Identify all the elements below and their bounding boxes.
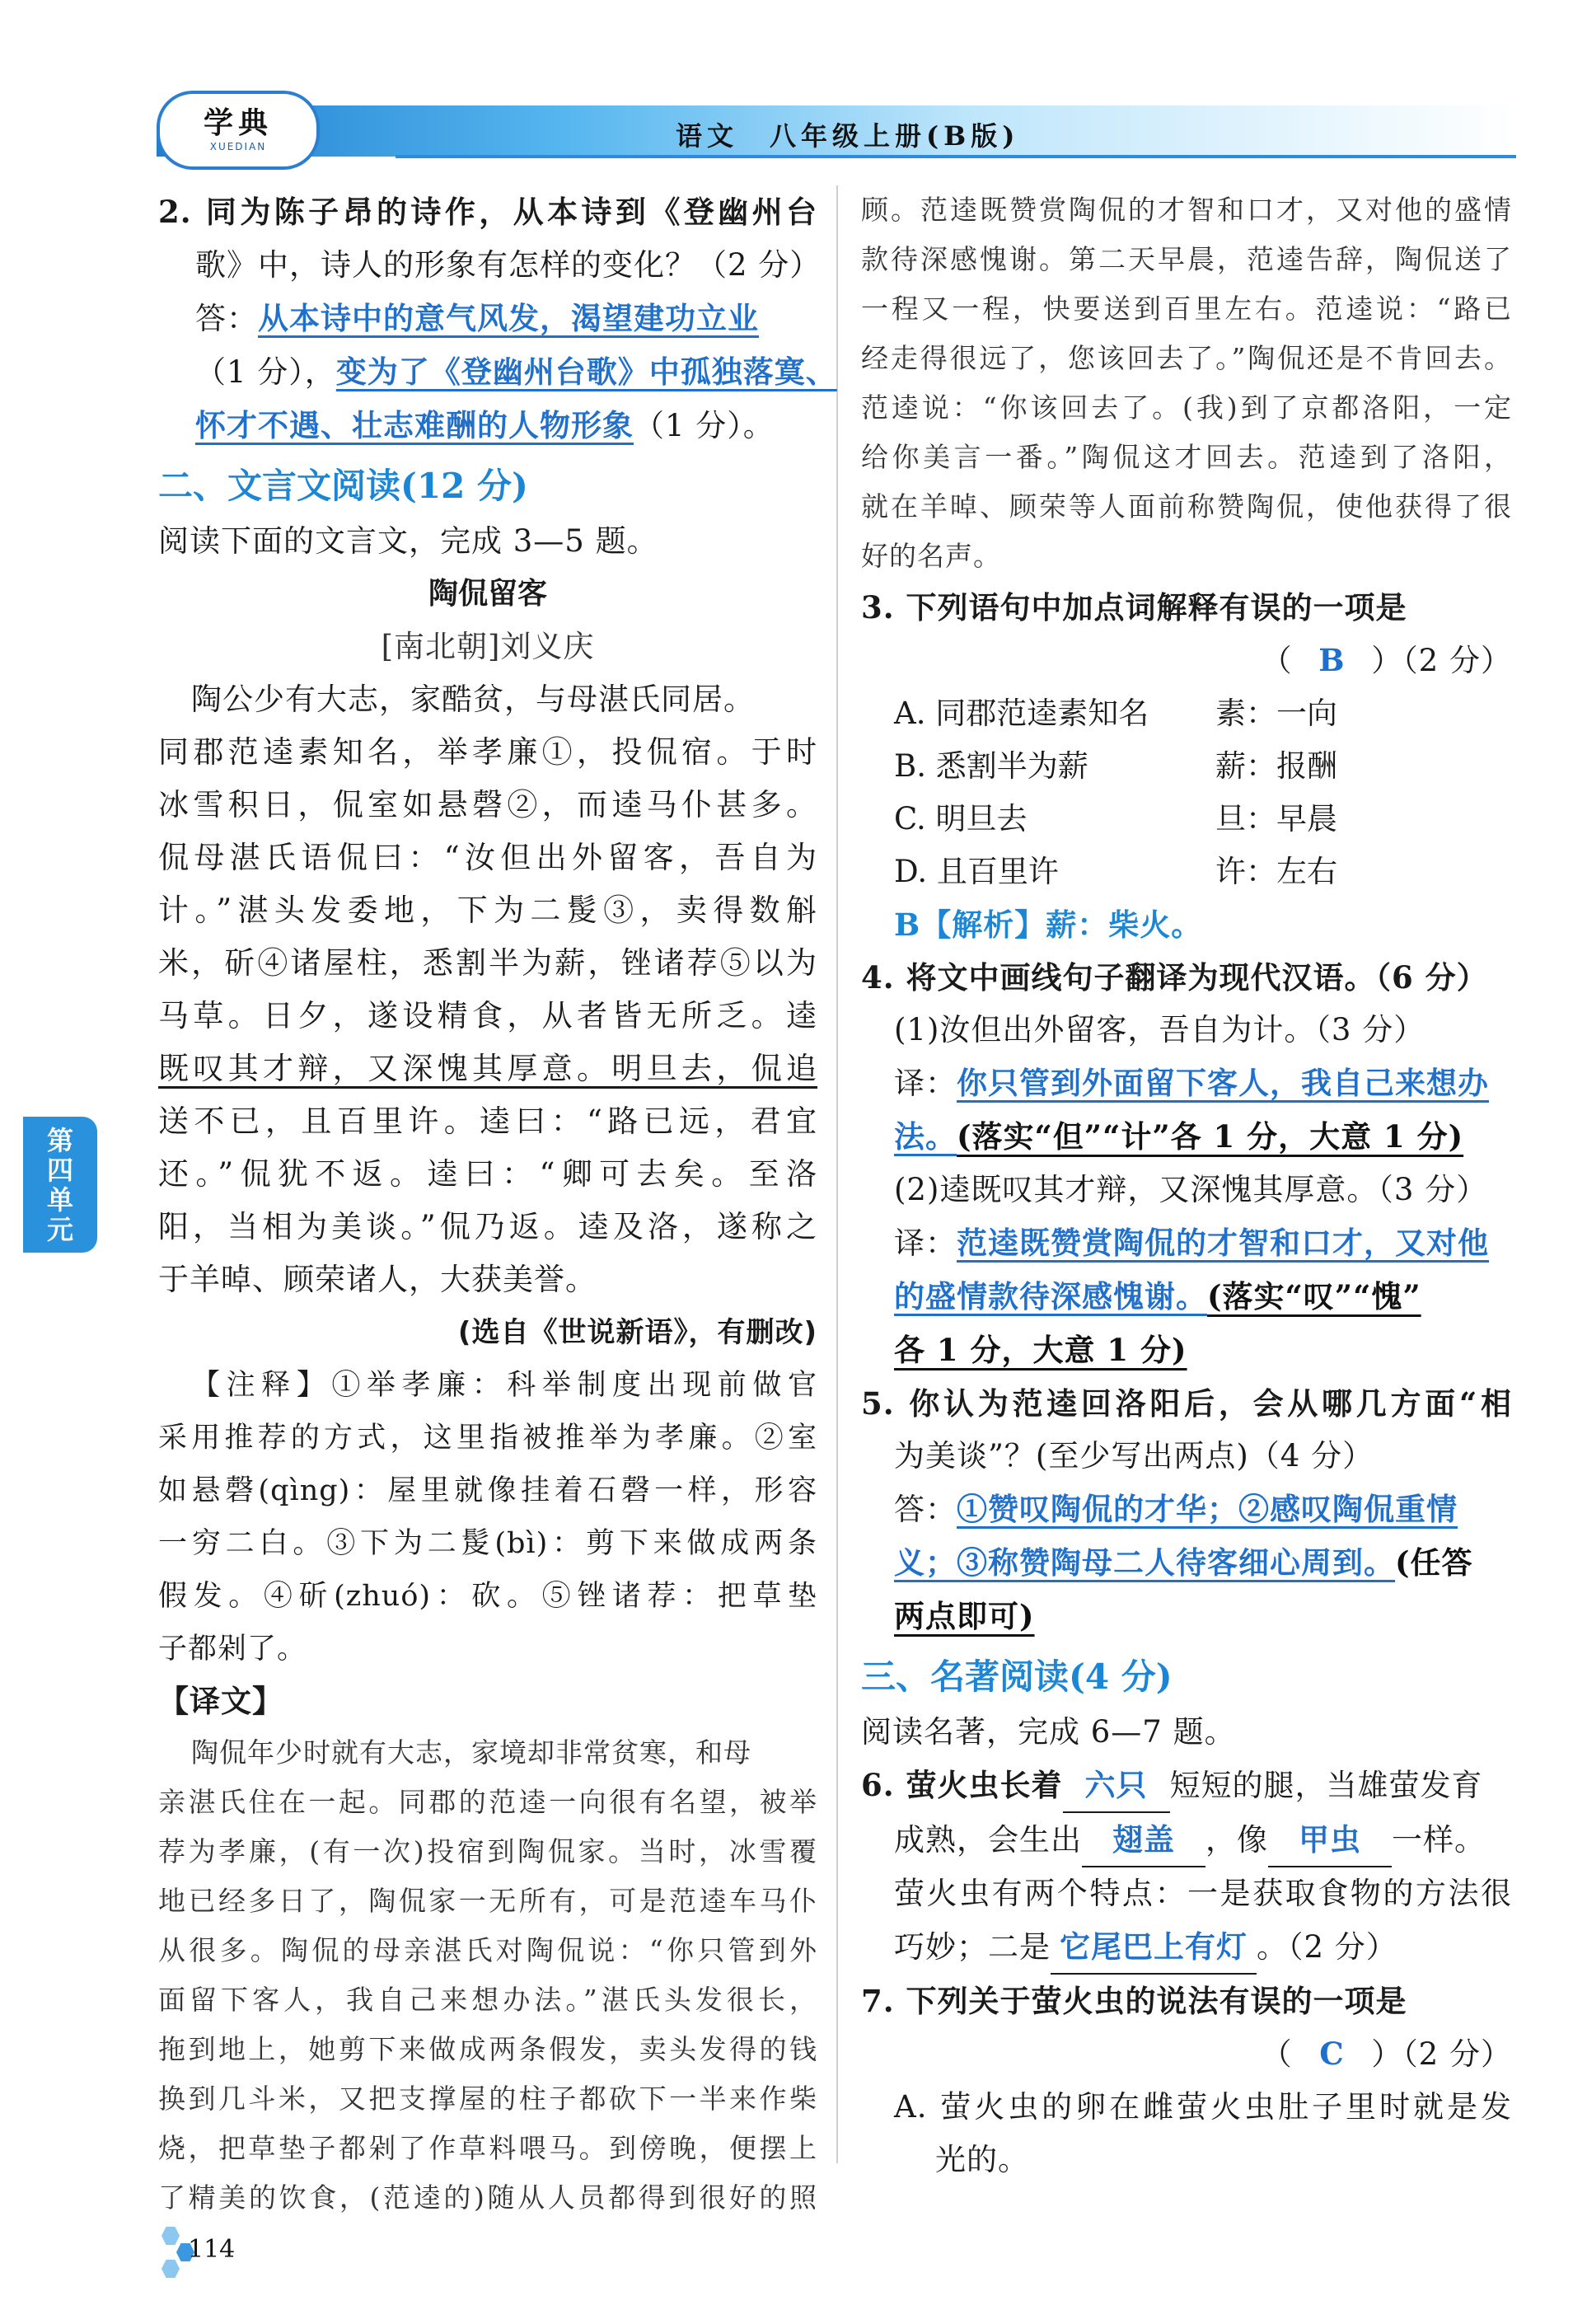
q4-part1-scoring: (落实“但”“计”各 1 分，大意 1 分) — [957, 1118, 1464, 1155]
translation-line: 顾。范逵既赞赏陶侃的才智和口才，又对他的盛情 — [861, 194, 1512, 226]
q2-stem-line2: 歌》中，诗人的形象有怎样的变化？（2 分） — [195, 247, 822, 283]
q3-solution: B【解析】薪：柴火。 — [894, 907, 1203, 943]
section-3-heading: 三、名著阅读(4 分) — [861, 1656, 1173, 1697]
q7-score: （2 分） — [1402, 2036, 1512, 2072]
translation-line: 拖到地上，她剪下来做成两条假发，卖头发得的钱 — [158, 2033, 817, 2065]
translate-label: 译： — [894, 1066, 957, 1101]
q2-score-1: （1 分）， — [195, 354, 336, 390]
passage-author: [南北朝]刘义庆 — [381, 629, 595, 664]
q5-stem-line1: 5. 你认为范逵回洛阳后，会从哪几方面“相 — [861, 1385, 1512, 1422]
q6-line2 — [861, 1813, 1512, 1867]
passage-line: 还。”侃犹不返。逵曰：“卿可去矣。至洛 — [158, 1156, 817, 1192]
q5-scoring-2: 两点即可) — [894, 1598, 1035, 1634]
q3-option-b-text: B. 悉割半为薪 — [894, 748, 1088, 784]
passage-line: 冰雪积日，侃室如悬磬②，而逵马仆甚多。 — [158, 787, 817, 822]
q2-score-2: （1 分）。 — [634, 408, 775, 443]
q3-score: （2 分） — [1402, 643, 1512, 678]
passage-line: 于羊晫、顾荣诸人，大获美誉。 — [158, 1262, 597, 1297]
translation-line: 地已经多日了，陶侃家一无所有，可是范逵车马仆 — [158, 1885, 817, 1917]
q3-option-c — [861, 793, 1512, 846]
header-title: 语文 八年级上册(B版) — [676, 120, 1020, 152]
right-column — [861, 185, 1512, 2186]
q6-blank-1: 六只 — [1063, 1759, 1170, 1813]
q3-option-b — [861, 740, 1512, 793]
unit-side-tab — [23, 1117, 97, 1253]
q2-answer-line1 — [158, 292, 817, 345]
q4-part2-scoring-2: 各 1 分，大意 1 分) — [894, 1332, 1187, 1368]
translation-line: 给你美言一番。”陶侃这才回去。范逵到了洛阳， — [861, 441, 1512, 473]
side-tab-char: 四 — [46, 1154, 73, 1186]
q3-option-d-gloss: 许：左右 — [1215, 854, 1337, 889]
translation-line: 亲湛氏住在一起。同郡的范逵一向很有名望，被举 — [158, 1786, 817, 1818]
q2-answer-line3 — [158, 399, 817, 452]
note-line: 如悬磬(qìng)：屋里就像挂着石磬一样，形容 — [158, 1474, 817, 1507]
passage-line: 阳，当相为美谈。”侃乃返。逵及洛，遂称之 — [158, 1209, 817, 1244]
q7-option-a-line1: A. 萤火虫的卵在雌萤火虫肚子里时就是发 — [894, 2089, 1512, 2125]
passage-line: 马草。日夕，遂设精食，从者皆无所乏。逵 — [158, 998, 817, 1033]
q6-text: 6. 萤火虫长着 — [861, 1767, 1063, 1803]
passage-line: 计。”湛头发委地，下为二髲③，卖得数斛 — [158, 893, 817, 928]
section-3-intro: 阅读名著，完成 6—7 题。 — [861, 1714, 1236, 1750]
q2-answer-line2 — [158, 345, 837, 399]
passage-line: 米，斫④诸屋柱，悉割半为薪，锉诸荐⑤以为 — [158, 945, 817, 981]
section-2-heading: 二、文言文阅读(12 分) — [158, 466, 528, 506]
q2-stem-line1: 2. 同为陈子昂的诗作，从本诗到《登幽州台 — [158, 194, 817, 230]
translation-line: 从很多。陶侃的母亲湛氏对陶侃说：“你只管到外 — [158, 1934, 817, 1966]
q4-part1-answer-2: 法。 — [894, 1118, 957, 1155]
q4-part1-answer-line1 — [861, 1057, 1512, 1110]
q4-part2-answer-line2 — [861, 1270, 1512, 1324]
q4-part1-answer-1: 你只管到外面留下客人，我自己来想办 — [957, 1065, 1489, 1101]
q5-stem-line2: 为美谈”？(至少写出两点)（4 分） — [894, 1438, 1374, 1474]
q6-blank-2: 翅盖 — [1082, 1813, 1205, 1867]
logo-main-text: 学典 — [203, 105, 273, 140]
q6-line1 — [861, 1759, 1512, 1813]
q5-answer-line1 — [861, 1483, 1512, 1536]
q6-blank-4: 它尾巴上有灯 — [1051, 1920, 1257, 1975]
q4-part2-answer-line1 — [861, 1216, 1512, 1270]
passage-line: 送不已，且百里许。逵曰：“路已远，君宜 — [158, 1103, 817, 1139]
q2-answer-text-3: 怀才不遇、壮志难酬的人物形象 — [195, 407, 634, 443]
note-line: 假发。④斫(zhuó)：砍。⑤锉诸荐：把草垫 — [158, 1580, 817, 1613]
translation-line: 了精美的饮食，(范逵的)随从人员都得到很好的照 — [158, 2181, 817, 2214]
translate-label: 译： — [894, 1225, 957, 1261]
q6-line4 — [861, 1920, 1512, 1975]
q6-text: 短短的腿，当雄萤发育 — [1169, 1768, 1483, 1803]
notes-block — [158, 1359, 817, 1675]
q6-line3: 萤火虫有两个特点：一是获取食物的方法很 — [894, 1876, 1512, 1911]
q3-option-d — [861, 846, 1512, 898]
q4-part2-answer-2: 的盛情款待深感愧谢。 — [894, 1278, 1207, 1314]
q3-option-a-text: A. 同郡范逵素知名 — [894, 696, 1149, 731]
translation-block — [158, 1728, 817, 2223]
q4-stem: 4. 将文中画线句子翻译为现代汉语。（6 分） — [861, 959, 1488, 996]
page-number: 114 — [188, 2235, 236, 2264]
answer-label: 答： — [195, 301, 258, 336]
q2-answer-text-2: 变为了《登幽州台歌》中孤独落寞、 — [335, 354, 837, 390]
translation-line: 就在羊晫、顾荣等人面前称赞陶侃，使他获得了很 — [861, 490, 1512, 522]
q7-answer-line — [861, 2027, 1512, 2081]
q6-blank-3: 甲虫 — [1268, 1813, 1392, 1867]
hexagon-decoration — [162, 2260, 180, 2278]
passage-title: 陶侃留客 — [428, 577, 547, 611]
q6-text: 一样。 — [1392, 1822, 1486, 1858]
q5-answer-line2 — [861, 1536, 1512, 1590]
q3-stem: 3. 下列语句中加点词解释有误的一项是 — [861, 589, 1407, 626]
q6-text: 成熟，会生出 — [894, 1822, 1082, 1858]
paren-close: ） — [1371, 2036, 1403, 2072]
q5-answer-2: 义；③称赞陶母二人待客细心周到。 — [894, 1544, 1395, 1581]
header-rule — [396, 155, 1516, 158]
q3-answer: B — [1318, 642, 1346, 678]
translation-continued — [861, 185, 1512, 581]
q3-option-a-gloss: 素：一向 — [1215, 696, 1337, 731]
q3-answer-line — [861, 634, 1512, 687]
translation-line: 一程又一程，快要送到百里左右。范逵说：“路已 — [861, 293, 1512, 325]
brand-logo — [157, 91, 320, 170]
q5-answer-line3 — [861, 1590, 1512, 1643]
paren-close: ） — [1371, 643, 1403, 678]
q2-answer-text-1: 从本诗中的意气风发，渴望建功立业 — [258, 300, 759, 336]
left-column — [158, 185, 837, 2223]
section-2-intro: 阅读下面的文言文，完成 3—5 题。 — [158, 523, 658, 559]
column-divider — [836, 185, 838, 2163]
q4-part1-answer-line2 — [861, 1110, 1512, 1164]
translation-line: 款待深感愧谢。第二天早晨，范逵告辞，陶侃送了 — [861, 243, 1512, 275]
passage-source: (选自《世说新语》，有删改) — [457, 1316, 817, 1349]
translation-line: 经走得很远了，您该回去了。”陶侃还是不肯回去。 — [861, 342, 1512, 374]
translation-line: 好的名声。 — [861, 540, 1001, 572]
hexagon-decoration — [162, 2227, 180, 2245]
paren-open: （ — [1261, 643, 1293, 678]
passage-line: 同郡范逵素知名，举孝廉①，投侃宿。于时 — [158, 734, 817, 770]
q3-option-b-gloss: 薪：报酬 — [1215, 748, 1337, 784]
note-line: 一穷二白。③下为二髲(bì)：剪下来做成两条 — [158, 1527, 817, 1560]
q6-text: 巧妙；二是 — [894, 1929, 1051, 1965]
q5-scoring-1: (任答 — [1395, 1544, 1473, 1581]
q6-text: 。（2 分） — [1257, 1929, 1397, 1965]
q4-part2: (2)逵既叹其才辩，又深愧其厚意。（3 分） — [894, 1172, 1488, 1207]
logo-sub-text: XUEDIAN — [209, 141, 267, 152]
note-line: 【注释】①举孝廉：科举制度出现前做官 — [191, 1369, 817, 1402]
q7-option-a-line2: 光的。 — [935, 2142, 1029, 2177]
q3-option-d-text: D. 且百里许 — [894, 854, 1059, 889]
translation-line: 面留下客人，我自己来想办法。”湛氏头发很长， — [158, 1984, 817, 2016]
paren-open: （ — [1261, 2036, 1293, 2072]
translation-line: 范逵说：“你该回去了。(我)到了京都洛阳，一定 — [861, 391, 1512, 424]
passage-line: 侃母湛氏语侃曰：“汝但出外留客，吾自为 — [158, 840, 817, 875]
q3-option-a — [861, 687, 1512, 740]
translation-line: 陶侃年少时就有大志，家境却非常贫寒，和母 — [191, 1736, 751, 1769]
translation-line: 烧，把草垫子都剁了作草料喂马。到傍晚，便摆上 — [158, 2132, 817, 2164]
q4-part2-answer-line3 — [861, 1324, 1512, 1377]
translation-heading: 【译文】 — [158, 1684, 283, 1719]
side-tab-char: 第 — [46, 1124, 73, 1156]
q7-stem: 7. 下列关于萤火虫的说法有误的一项是 — [861, 1983, 1407, 2019]
passage-line: 既叹其才辩，又深愧其厚意。明旦去，侃追 — [158, 1051, 817, 1086]
answer-label: 答： — [894, 1492, 957, 1527]
q4-part2-answer-1: 范逵既赞赏陶侃的才智和口才，又对他 — [957, 1225, 1489, 1261]
q4-part1: (1)汝但出外留客，吾自为计。（3 分） — [894, 1012, 1425, 1047]
q3-option-c-gloss: 旦：早晨 — [1215, 801, 1337, 836]
side-tab-char: 单 — [46, 1183, 73, 1216]
note-line: 子都剁了。 — [158, 1633, 307, 1666]
q4-part2-scoring-1: (落实“叹”“愧” — [1207, 1278, 1421, 1314]
translation-line: 荐为孝廉，(有一次)投宿到陶侃家。当时，冰雪覆 — [158, 1835, 817, 1867]
q5-answer-1: ①赞叹陶侃的才华；②感叹陶侃重情 — [957, 1491, 1458, 1527]
translation-line: 换到几斗米，又把支撑屋的柱子都砍下一半来作柴 — [158, 2083, 817, 2115]
q3-option-c-text: C. 明旦去 — [894, 801, 1028, 836]
passage-line: 陶公少有大志，家酷贫，与母湛氏同居。 — [191, 682, 755, 717]
q7-answer: C — [1319, 2036, 1345, 2072]
q6-text: ，像 — [1205, 1822, 1268, 1858]
passage-body — [158, 673, 817, 1306]
side-tab-char: 元 — [46, 1213, 73, 1245]
note-line: 采用推荐的方式，这里指被推举为孝廉。②室 — [158, 1422, 817, 1455]
